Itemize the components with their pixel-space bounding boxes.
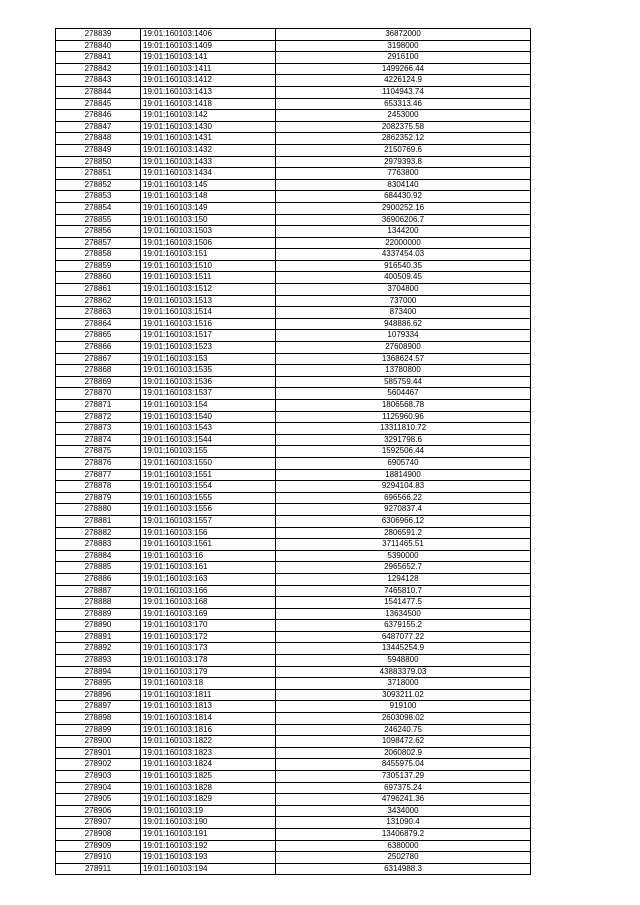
table-row [56, 782, 531, 794]
row-id-cell: 278877 [56, 469, 141, 481]
cadastral-number-cell: 19:01:160103:142 [141, 110, 276, 122]
table-row [56, 655, 531, 667]
cadastral-number-cell: 19:01:160103:1825 [141, 771, 276, 783]
row-id-cell: 278904 [56, 782, 141, 794]
table-row [56, 863, 531, 875]
value-cell: 697375.24 [276, 782, 531, 794]
row-id-cell: 278845 [56, 98, 141, 110]
cadastral-number-cell: 19:01:160103:170 [141, 620, 276, 632]
cadastral-number-cell: 19:01:160103:192 [141, 840, 276, 852]
value-cell: 5948800 [276, 655, 531, 667]
value-cell: 2082375.58 [276, 121, 531, 133]
value-cell: 1125960.96 [276, 411, 531, 423]
value-cell: 696566.22 [276, 492, 531, 504]
row-id-cell: 278870 [56, 388, 141, 400]
value-cell: 3198000 [276, 40, 531, 52]
table-row [56, 585, 531, 597]
cadastral-number-cell: 19:01:160103:1503 [141, 226, 276, 238]
table-row [56, 121, 531, 133]
value-cell: 2502780 [276, 852, 531, 864]
table-row [56, 550, 531, 562]
row-id-cell: 278911 [56, 863, 141, 875]
cadastral-number-cell: 19:01:160103:155 [141, 446, 276, 458]
value-cell: 2806591.2 [276, 527, 531, 539]
value-cell: 1079334 [276, 330, 531, 342]
row-id-cell: 278871 [56, 400, 141, 412]
row-id-cell: 278864 [56, 318, 141, 330]
row-id-cell: 278860 [56, 272, 141, 284]
row-id-cell: 278846 [56, 110, 141, 122]
value-cell: 1499266.44 [276, 63, 531, 75]
table-row [56, 817, 531, 829]
cadastral-number-cell: 19:01:160103:179 [141, 666, 276, 678]
row-id-cell: 278842 [56, 63, 141, 75]
value-cell: 3704800 [276, 284, 531, 296]
row-id-cell: 278850 [56, 156, 141, 168]
value-cell: 6905740 [276, 457, 531, 469]
row-id-cell: 278902 [56, 759, 141, 771]
value-cell: 43883379.03 [276, 666, 531, 678]
value-cell: 1104943.74 [276, 86, 531, 98]
cadastral-number-cell: 19:01:160103:1517 [141, 330, 276, 342]
value-cell: 873400 [276, 307, 531, 319]
table-row [56, 202, 531, 214]
cadastral-number-cell: 19:01:160103:1418 [141, 98, 276, 110]
table-row [56, 759, 531, 771]
cadastral-number-cell: 19:01:160103:190 [141, 817, 276, 829]
row-id-cell: 278886 [56, 573, 141, 585]
row-id-cell: 278888 [56, 597, 141, 609]
table-row [56, 608, 531, 620]
table-row [56, 52, 531, 64]
row-id-cell: 278847 [56, 121, 141, 133]
value-cell: 1098472.62 [276, 736, 531, 748]
row-id-cell: 278885 [56, 562, 141, 574]
value-cell: 4226124.9 [276, 75, 531, 87]
value-cell: 8304140 [276, 179, 531, 191]
row-id-cell: 278853 [56, 191, 141, 203]
row-id-cell: 278891 [56, 631, 141, 643]
row-id-cell: 278873 [56, 423, 141, 435]
table-row [56, 446, 531, 458]
value-cell: 1294128 [276, 573, 531, 585]
value-cell: 8455975.04 [276, 759, 531, 771]
row-id-cell: 278909 [56, 840, 141, 852]
table-row [56, 504, 531, 516]
row-id-cell: 278856 [56, 226, 141, 238]
value-cell: 9270837.4 [276, 504, 531, 516]
cadastral-number-cell: 19:01:160103:1822 [141, 736, 276, 748]
value-cell: 13445254.9 [276, 643, 531, 655]
cadastral-number-cell: 19:01:160103:166 [141, 585, 276, 597]
value-cell: 6314988.3 [276, 863, 531, 875]
cadastral-number-cell: 19:01:160103:16 [141, 550, 276, 562]
row-id-cell: 278852 [56, 179, 141, 191]
value-cell: 2453000 [276, 110, 531, 122]
row-id-cell: 278866 [56, 342, 141, 354]
cadastral-number-cell: 19:01:160103:150 [141, 214, 276, 226]
cadastral-number-cell: 19:01:160103:1413 [141, 86, 276, 98]
cadastral-number-cell: 19:01:160103:1823 [141, 747, 276, 759]
cadastral-number-cell: 19:01:160103:148 [141, 191, 276, 203]
row-id-cell: 278863 [56, 307, 141, 319]
table-row [56, 573, 531, 585]
value-cell: 948886.62 [276, 318, 531, 330]
table-row [56, 771, 531, 783]
table-row [56, 736, 531, 748]
value-cell: 3718000 [276, 678, 531, 690]
row-id-cell: 278849 [56, 144, 141, 156]
row-id-cell: 278872 [56, 411, 141, 423]
row-id-cell: 278892 [56, 643, 141, 655]
value-cell: 653313.46 [276, 98, 531, 110]
table-row [56, 597, 531, 609]
cadastral-number-cell: 19:01:160103:19 [141, 805, 276, 817]
table-row [56, 365, 531, 377]
table-row [56, 237, 531, 249]
table-row [56, 284, 531, 296]
value-cell: 3093211.02 [276, 689, 531, 701]
table-row [56, 110, 531, 122]
cadastral-number-cell: 19:01:160103:145 [141, 179, 276, 191]
row-id-cell: 278901 [56, 747, 141, 759]
table-row [56, 724, 531, 736]
cadastral-number-cell: 19:01:160103:1430 [141, 121, 276, 133]
table-row [56, 400, 531, 412]
cadastral-number-cell: 19:01:160103:172 [141, 631, 276, 643]
cadastral-number-cell: 19:01:160103:1814 [141, 713, 276, 725]
cadastral-number-cell: 19:01:160103:1506 [141, 237, 276, 249]
cadastral-number-cell: 19:01:160103:156 [141, 527, 276, 539]
cadastral-number-cell: 19:01:160103:1540 [141, 411, 276, 423]
cadastral-number-cell: 19:01:160103:1535 [141, 365, 276, 377]
row-id-cell: 278848 [56, 133, 141, 145]
table-row [56, 794, 531, 806]
cadastral-number-cell: 19:01:160103:1550 [141, 457, 276, 469]
cadastral-number-cell: 19:01:160103:1824 [141, 759, 276, 771]
cadastral-number-cell: 19:01:160103:1555 [141, 492, 276, 504]
row-id-cell: 278869 [56, 376, 141, 388]
cadastral-number-cell: 19:01:160103:1536 [141, 376, 276, 388]
table-row [56, 260, 531, 272]
value-cell: 400509.45 [276, 272, 531, 284]
row-id-cell: 278858 [56, 249, 141, 261]
row-id-cell: 278903 [56, 771, 141, 783]
row-id-cell: 278843 [56, 75, 141, 87]
value-cell: 9294104.83 [276, 481, 531, 493]
value-cell: 1806568.78 [276, 400, 531, 412]
table-row [56, 643, 531, 655]
value-cell: 5390000 [276, 550, 531, 562]
table-row [56, 156, 531, 168]
table-row [56, 226, 531, 238]
cadastral-number-cell: 19:01:160103:1828 [141, 782, 276, 794]
value-cell: 916540.35 [276, 260, 531, 272]
value-cell: 13634500 [276, 608, 531, 620]
table-row [56, 481, 531, 493]
table-row [56, 747, 531, 759]
row-id-cell: 278900 [56, 736, 141, 748]
value-cell: 7465810.7 [276, 585, 531, 597]
table-row [56, 249, 531, 261]
cadastral-number-cell: 19:01:160103:1551 [141, 469, 276, 481]
table-row [56, 515, 531, 527]
value-cell: 13406879.2 [276, 828, 531, 840]
value-cell: 27608900 [276, 342, 531, 354]
row-id-cell: 278841 [56, 52, 141, 64]
row-id-cell: 278884 [56, 550, 141, 562]
table-row [56, 411, 531, 423]
cadastral-number-cell: 19:01:160103:1513 [141, 295, 276, 307]
cadastral-number-cell: 19:01:160103:1409 [141, 40, 276, 52]
cadastral-number-cell: 19:01:160103:141 [141, 52, 276, 64]
table-row [56, 330, 531, 342]
row-id-cell: 278855 [56, 214, 141, 226]
cadastral-number-cell: 19:01:160103:1544 [141, 434, 276, 446]
cadastral-number-cell: 19:01:160103:178 [141, 655, 276, 667]
cadastral-number-cell: 19:01:160103:1431 [141, 133, 276, 145]
value-cell: 36872000 [276, 29, 531, 41]
value-cell: 4796241.36 [276, 794, 531, 806]
cadastral-number-cell: 19:01:160103:1514 [141, 307, 276, 319]
cadastral-number-cell: 19:01:160103:153 [141, 353, 276, 365]
table-row [56, 620, 531, 632]
table-row [56, 678, 531, 690]
value-cell: 246240.75 [276, 724, 531, 736]
table-row [56, 40, 531, 52]
table-row [56, 852, 531, 864]
cadastral-number-cell: 19:01:160103:18 [141, 678, 276, 690]
table-row [56, 353, 531, 365]
table-row [56, 29, 531, 41]
cadastral-number-cell: 19:01:160103:173 [141, 643, 276, 655]
row-id-cell: 278883 [56, 539, 141, 551]
table-row [56, 63, 531, 75]
row-id-cell: 278896 [56, 689, 141, 701]
cadastral-number-cell: 19:01:160103:154 [141, 400, 276, 412]
row-id-cell: 278861 [56, 284, 141, 296]
row-id-cell: 278889 [56, 608, 141, 620]
row-id-cell: 278908 [56, 828, 141, 840]
table-row [56, 144, 531, 156]
row-id-cell: 278905 [56, 794, 141, 806]
table-row [56, 388, 531, 400]
cadastral-number-cell: 19:01:160103:1561 [141, 539, 276, 551]
value-cell: 5604467 [276, 388, 531, 400]
row-id-cell: 278910 [56, 852, 141, 864]
value-cell: 7305137.29 [276, 771, 531, 783]
cadastral-number-cell: 19:01:160103:163 [141, 573, 276, 585]
table-row [56, 214, 531, 226]
value-cell: 2603098.02 [276, 713, 531, 725]
value-cell: 684430.92 [276, 191, 531, 203]
row-id-cell: 278867 [56, 353, 141, 365]
value-cell: 3291798.6 [276, 434, 531, 446]
cadastral-number-cell: 19:01:160103:1813 [141, 701, 276, 713]
cadastral-number-cell: 19:01:160103:191 [141, 828, 276, 840]
table-row [56, 434, 531, 446]
value-cell: 1344200 [276, 226, 531, 238]
value-cell: 2916100 [276, 52, 531, 64]
cadastral-number-cell: 19:01:160103:1433 [141, 156, 276, 168]
cadastral-number-cell: 19:01:160103:193 [141, 852, 276, 864]
cadastral-number-cell: 19:01:160103:1412 [141, 75, 276, 87]
row-id-cell: 278897 [56, 701, 141, 713]
row-id-cell: 278875 [56, 446, 141, 458]
table-row [56, 840, 531, 852]
table-row [56, 562, 531, 574]
cadastral-number-cell: 19:01:160103:1556 [141, 504, 276, 516]
cadastral-number-cell: 19:01:160103:1537 [141, 388, 276, 400]
value-cell: 7763800 [276, 168, 531, 180]
cadastral-number-cell: 19:01:160103:1816 [141, 724, 276, 736]
cadastral-number-cell: 19:01:160103:1543 [141, 423, 276, 435]
cadastral-number-cell: 19:01:160103:1411 [141, 63, 276, 75]
row-id-cell: 278862 [56, 295, 141, 307]
table-row [56, 689, 531, 701]
row-id-cell: 278857 [56, 237, 141, 249]
row-id-cell: 278907 [56, 817, 141, 829]
row-id-cell: 278906 [56, 805, 141, 817]
table-row [56, 631, 531, 643]
table-row [56, 318, 531, 330]
cadastral-number-cell: 19:01:160103:1512 [141, 284, 276, 296]
value-cell: 1592506.44 [276, 446, 531, 458]
value-cell: 6380000 [276, 840, 531, 852]
table-row [56, 828, 531, 840]
table-row [56, 168, 531, 180]
table-row [56, 75, 531, 87]
row-id-cell: 278880 [56, 504, 141, 516]
table-body [56, 29, 531, 875]
table-row [56, 376, 531, 388]
table-row [56, 805, 531, 817]
table-row [56, 307, 531, 319]
data-table [55, 28, 531, 875]
row-id-cell: 278844 [56, 86, 141, 98]
table-row [56, 423, 531, 435]
value-cell: 131090.4 [276, 817, 531, 829]
table-row [56, 295, 531, 307]
cadastral-number-cell: 19:01:160103:1557 [141, 515, 276, 527]
cadastral-number-cell: 19:01:160103:151 [141, 249, 276, 261]
row-id-cell: 278874 [56, 434, 141, 446]
row-id-cell: 278890 [56, 620, 141, 632]
value-cell: 2060802.9 [276, 747, 531, 759]
value-cell: 2900252.16 [276, 202, 531, 214]
table-row [56, 342, 531, 354]
table-row [56, 98, 531, 110]
value-cell: 2979393.8 [276, 156, 531, 168]
table-row [56, 272, 531, 284]
cadastral-number-cell: 19:01:160103:168 [141, 597, 276, 609]
cadastral-number-cell: 19:01:160103:161 [141, 562, 276, 574]
cadastral-number-cell: 19:01:160103:1510 [141, 260, 276, 272]
table-row [56, 701, 531, 713]
value-cell: 2150769.6 [276, 144, 531, 156]
document-page [55, 28, 531, 875]
row-id-cell: 278854 [56, 202, 141, 214]
row-id-cell: 278865 [56, 330, 141, 342]
value-cell: 13311810.72 [276, 423, 531, 435]
table-row [56, 179, 531, 191]
row-id-cell: 278899 [56, 724, 141, 736]
row-id-cell: 278851 [56, 168, 141, 180]
cadastral-number-cell: 19:01:160103:1523 [141, 342, 276, 354]
row-id-cell: 278868 [56, 365, 141, 377]
value-cell: 1541477.5 [276, 597, 531, 609]
cadastral-number-cell: 19:01:160103:1811 [141, 689, 276, 701]
table-row [56, 666, 531, 678]
cadastral-number-cell: 19:01:160103:194 [141, 863, 276, 875]
row-id-cell: 278839 [56, 29, 141, 41]
cadastral-number-cell: 19:01:160103:1406 [141, 29, 276, 41]
row-id-cell: 278881 [56, 515, 141, 527]
value-cell: 737000 [276, 295, 531, 307]
value-cell: 36906206.7 [276, 214, 531, 226]
table-row [56, 527, 531, 539]
table-row [56, 133, 531, 145]
table-row [56, 191, 531, 203]
value-cell: 919100 [276, 701, 531, 713]
value-cell: 13780800 [276, 365, 531, 377]
cadastral-number-cell: 19:01:160103:1554 [141, 481, 276, 493]
row-id-cell: 278882 [56, 527, 141, 539]
row-id-cell: 278894 [56, 666, 141, 678]
table-row [56, 457, 531, 469]
cadastral-number-cell: 19:01:160103:1432 [141, 144, 276, 156]
value-cell: 6379155.2 [276, 620, 531, 632]
value-cell: 585759.44 [276, 376, 531, 388]
row-id-cell: 278887 [56, 585, 141, 597]
row-id-cell: 278895 [56, 678, 141, 690]
value-cell: 1368624.57 [276, 353, 531, 365]
table-row [56, 492, 531, 504]
row-id-cell: 278878 [56, 481, 141, 493]
table-row [56, 86, 531, 98]
value-cell: 3434000 [276, 805, 531, 817]
value-cell: 6487077.22 [276, 631, 531, 643]
table-row [56, 539, 531, 551]
value-cell: 3711465.51 [276, 539, 531, 551]
row-id-cell: 278879 [56, 492, 141, 504]
cadastral-number-cell: 19:01:160103:1516 [141, 318, 276, 330]
cadastral-number-cell: 19:01:160103:1434 [141, 168, 276, 180]
value-cell: 6306966.12 [276, 515, 531, 527]
value-cell: 4337454.03 [276, 249, 531, 261]
value-cell: 18814900 [276, 469, 531, 481]
table-row [56, 713, 531, 725]
value-cell: 2965652.7 [276, 562, 531, 574]
row-id-cell: 278893 [56, 655, 141, 667]
cadastral-number-cell: 19:01:160103:149 [141, 202, 276, 214]
row-id-cell: 278840 [56, 40, 141, 52]
row-id-cell: 278876 [56, 457, 141, 469]
cadastral-number-cell: 19:01:160103:1511 [141, 272, 276, 284]
table-row [56, 469, 531, 481]
cadastral-number-cell: 19:01:160103:1829 [141, 794, 276, 806]
row-id-cell: 278859 [56, 260, 141, 272]
value-cell: 2862352.12 [276, 133, 531, 145]
cadastral-number-cell: 19:01:160103:169 [141, 608, 276, 620]
row-id-cell: 278898 [56, 713, 141, 725]
value-cell: 22000000 [276, 237, 531, 249]
